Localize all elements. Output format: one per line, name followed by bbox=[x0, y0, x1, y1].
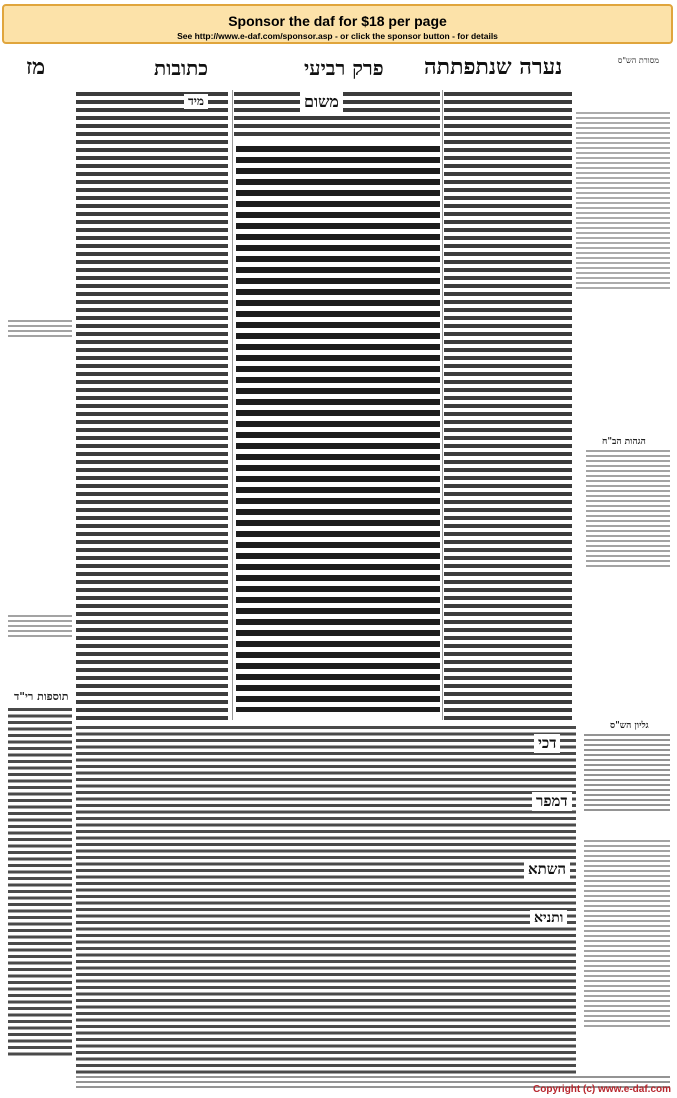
sponsor-banner-subtitle[interactable]: See http://www.e-daf.com/sponsor.asp - or click the sponsor button - for details bbox=[177, 31, 498, 41]
chapter-name: נערה שנתפתתה bbox=[424, 54, 563, 80]
tractate-name: כתובות bbox=[154, 56, 209, 80]
lower-commentary-word-1: דכי bbox=[534, 734, 560, 753]
lower-commentary bbox=[76, 726, 576, 1074]
lower-commentary-word-4: ותניא bbox=[530, 910, 567, 927]
left-margin-ref-1 bbox=[8, 320, 72, 340]
tosafot-rid-column bbox=[8, 708, 72, 1058]
gemara-text bbox=[236, 146, 440, 712]
margin-label-masoret: מסורת הש"ס bbox=[617, 56, 659, 65]
tosafot-column bbox=[76, 92, 228, 720]
right-margin-lower bbox=[584, 840, 670, 1030]
rashi-column bbox=[444, 92, 572, 720]
lower-commentary-word-3: השתא bbox=[524, 860, 570, 879]
hagahot-habach-label: הגהות הב"ח bbox=[602, 437, 646, 447]
tosafot-opening-word: מיד bbox=[184, 94, 208, 109]
lower-commentary-word-2: דמפר bbox=[532, 792, 572, 811]
sponsor-banner-title[interactable]: Sponsor the daf for $18 per page bbox=[228, 13, 447, 29]
column-divider-left bbox=[232, 90, 233, 720]
hagahot-habach bbox=[586, 450, 670, 570]
gemara-opening-word: משום bbox=[300, 92, 343, 112]
chapter-number: פרק רביעי bbox=[304, 56, 384, 80]
sponsor-banner[interactable] bbox=[2, 4, 673, 44]
gilyon-hashas-label: גליון הש"ס bbox=[610, 721, 649, 731]
talmud-page bbox=[4, 50, 673, 1096]
left-margin-ref-2 bbox=[8, 615, 72, 639]
column-divider-right bbox=[442, 90, 443, 720]
daf-number: מז bbox=[26, 54, 46, 80]
masoret-hashas bbox=[576, 112, 670, 292]
gilyon-hashas-column bbox=[584, 734, 670, 814]
copyright-text: Copyright (c) www.e-daf.com bbox=[533, 1084, 671, 1095]
tosafot-rid-label: תוספות רי"ד bbox=[14, 690, 69, 703]
